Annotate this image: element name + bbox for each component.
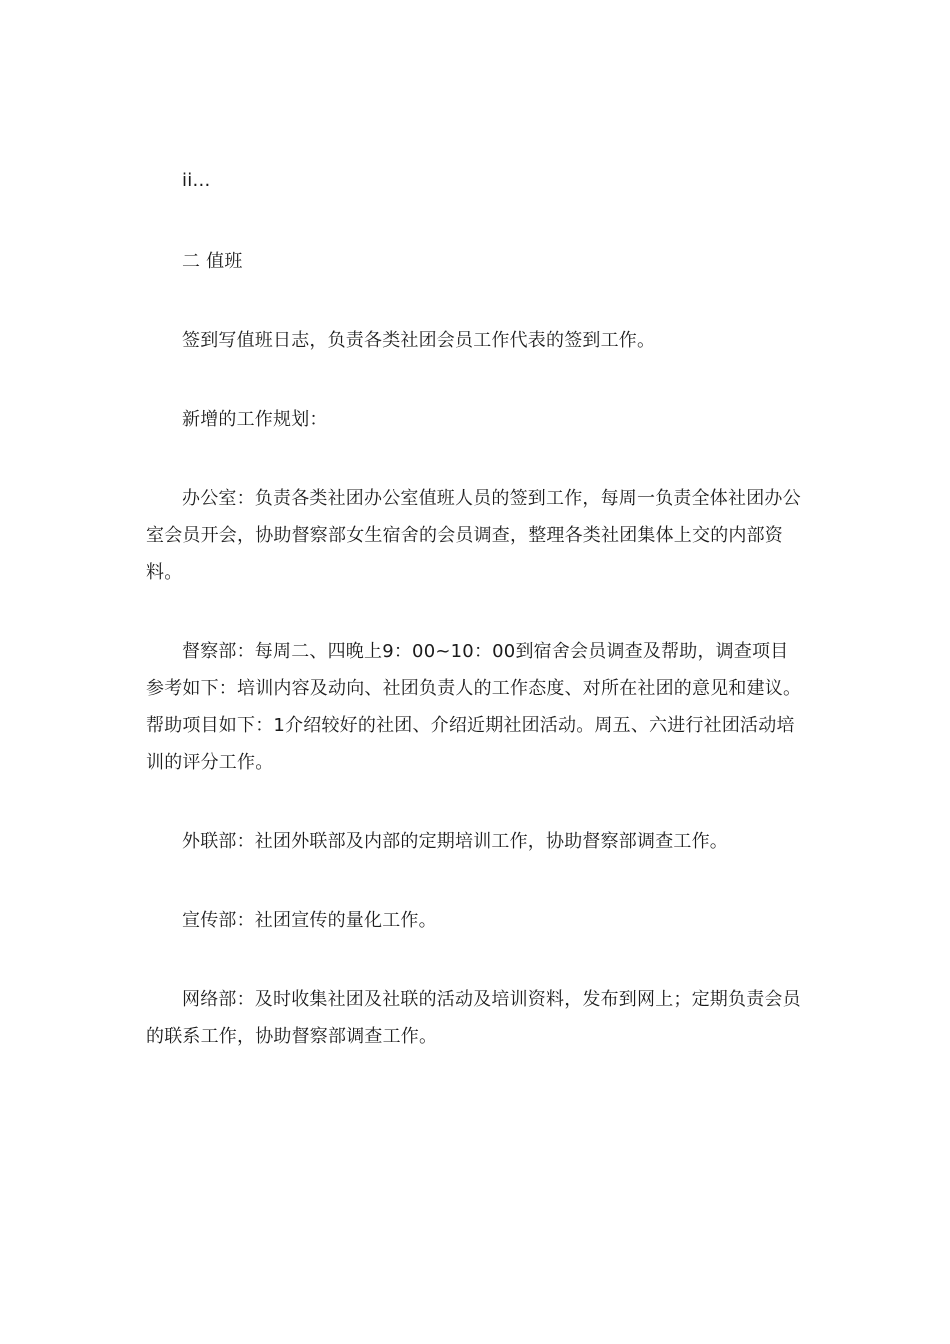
paragraph-external-liaison: 外联部：社团外联部及内部的定期培训工作，协助督察部调查工作。 xyxy=(182,831,728,852)
paragraph-supervision: 督察部：每周二、四晚上9：00~10：00到宿舍会员调查及帮助，调查项目参考如下：培训内容及动向、社团负责人的工作态度、对所在社团的意见和建议。帮助项目如下：1介绍较好的社团、介绍近期社团活动。周五、六进行社团活动培训的评分工作。 xyxy=(146,641,802,773)
paragraph-network: 网络部：及时收集社团及社联的活动及培训资料，发布到网上；定期负责会员的联系工作，协助督察部调查工作。 xyxy=(146,989,801,1047)
section-heading-duty: 二 值班 xyxy=(182,251,243,272)
paragraph-sign-in: 签到写值班日志，负责各类社团会员工作代表的签到工作。 xyxy=(182,330,656,351)
paragraph-office: 办公室：负责各类社团办公室值班人员的签到工作，每周一负责全体社团办公室会员开会，协助督察部女生宿舍的会员调查，整理各类社团集体上交的内部资料。 xyxy=(146,488,801,583)
paragraph-publicity: 宣传部：社团宣传的量化工作。 xyxy=(182,910,437,931)
ellipsis-line: ii… xyxy=(182,170,211,191)
document-body xyxy=(146,162,806,1055)
paragraph-new-plan-heading: 新增的工作规划： xyxy=(182,409,328,430)
